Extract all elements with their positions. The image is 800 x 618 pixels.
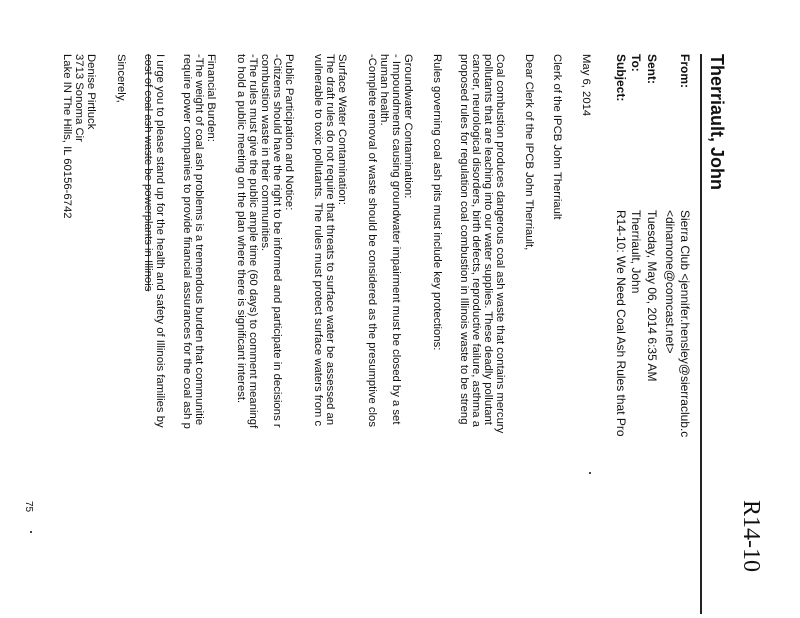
letter-date: May 6, 2014 <box>580 54 592 117</box>
groundwater-line: - Impoundments causing groundwater impairment must be closed by a set <box>390 54 402 425</box>
sent-value: Tuesday, May 06, 2014 6:35 AM <box>645 210 659 382</box>
scan-speck <box>589 472 591 474</box>
to-value: Therriault, John <box>629 210 643 294</box>
sent-label: Sent: <box>645 54 659 84</box>
page-number: 75 <box>23 501 34 513</box>
groundwater-heading: Groundwater Contamination: <box>402 54 414 199</box>
participation-line: combustion waste in their communities. <box>259 54 271 252</box>
surface-water-line: The draft rules do not require that threats to surface water be assessed an <box>324 54 336 426</box>
surface-water-line: vulnerable to toxic pollutants. The rules must protect surface waters from c <box>312 54 324 427</box>
financial-heading: Financial Burden: <box>205 54 217 142</box>
to-label: To: <box>629 54 643 72</box>
surface-water-heading: Surface Water Contamination: <box>336 54 348 205</box>
heading-rule <box>700 54 702 614</box>
subject-label: Subject: <box>614 54 628 102</box>
signature-name: Denise Pirtluck <box>85 54 97 130</box>
subject-value: R14-10: We Need Coal Ash Rules that Pro <box>614 210 628 437</box>
rules-intro: Rules governing coal ash pits must include key protections: <box>431 54 443 351</box>
letter-salutation: Dear Clerk of the IPCB John Therriault, <box>523 54 535 251</box>
signature-city: Lake IN The Hills, IL 60156-6742 <box>61 54 73 219</box>
from-value-email: <dinamone@comcast.net> <box>663 210 677 354</box>
participation-line: to hold a public meeting on the plan where there is significant interest. <box>235 54 247 404</box>
intro-line: proposed rules for regulation coal combustion in Illinois waste to be streng <box>458 54 470 425</box>
signoff: Sincerely, <box>115 54 127 103</box>
scan-speck <box>30 531 32 533</box>
sender-name-heading: Therriault, John <box>707 54 727 191</box>
participation-line: -Citizens should have the right to be informed and participate in decisions r <box>271 54 283 428</box>
financial-line: -The weight of coal ash problems is a tremendous burden that communitie <box>193 54 205 426</box>
groundwater-line: -Complete removal of waste should be considered as the presumptive clos <box>366 54 378 427</box>
financial-line: require power companies to provide financial assurances for the coal ash p <box>181 54 193 429</box>
closing-line-struck: cost of coal ash waste be powerplants in Illinois <box>142 54 154 292</box>
intro-line: pollutants that are leaching into our water supplies. These deadly pollutant <box>482 54 494 425</box>
from-label: From: <box>678 54 692 88</box>
participation-heading: Public Participation and Notice: <box>283 54 295 211</box>
intro-line: cancer, neurological disorders, birth defects, reproductive failure, asthma a <box>470 54 482 427</box>
docket-number: R14-10 <box>738 500 764 572</box>
signature-street: 3713 Sonoma Cir <box>73 54 85 142</box>
letter-recipient: Clerk of the IPCB John Therriault <box>551 54 563 220</box>
participation-line: -The rules must give the public ample time (60 days) to comment meaningf <box>247 54 259 429</box>
intro-line: Coal combustion produces dangerous coal ash waste that contains mercury <box>494 54 506 434</box>
groundwater-line: human health. <box>378 54 390 126</box>
closing-line: I urge you to please stand up for the health and safety of Illinois families by <box>154 54 166 428</box>
from-value: Sierra Club <jennifer.hensley@sierraclub.c <box>678 210 692 438</box>
